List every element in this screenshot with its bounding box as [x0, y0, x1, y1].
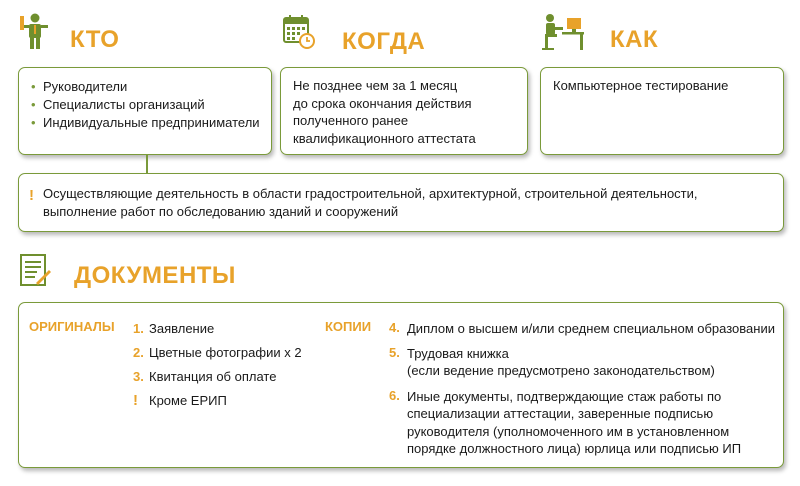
note-line: Осуществляющие деятельность в области градостроительной, архитектурной, строительной деятельности,: [43, 186, 698, 201]
documents-box: [18, 302, 784, 468]
note-line: выполнение работ по обследованию зданий и сооружений: [43, 203, 399, 219]
calendar-clock-icon: [282, 14, 316, 50]
when-heading: КОГДА: [342, 28, 426, 55]
when-box: [280, 67, 528, 155]
connector-line: [146, 155, 148, 175]
how-text: Компьютерное тестирование: [553, 78, 729, 93]
list-item: • Руководители: [29, 78, 261, 96]
originals-label: ОРИГИНАЛЫ: [29, 319, 115, 334]
how-box: [540, 67, 784, 155]
copies-list: [389, 320, 779, 458]
when-line: квалификационного аттестата: [293, 130, 476, 146]
list-item: 1. Заявление: [133, 321, 215, 336]
warning-icon: !: [133, 392, 138, 409]
list-item: • Индивидуальные предприниматели: [29, 114, 261, 132]
who-box: [18, 67, 272, 155]
note-box: [18, 173, 784, 232]
list-item: 6. Иные документы, подтверждающие стаж работы по специализации аттестации, заверенные подписью руководителя (уполномоченного им в установленном порядке должностного лица) юрлица или подписью ИП: [389, 387, 742, 456]
list-item: 3. Квитанция об оплате: [133, 369, 277, 384]
list-item: • Специалисты организаций: [29, 96, 261, 114]
computer-desk-icon: [540, 12, 586, 52]
when-line: до срока окончания действия: [293, 95, 472, 111]
list-item: 5. Трудовая книжка (если ведение предусмотрено законодательством): [389, 344, 715, 378]
how-heading: КАК: [610, 26, 659, 53]
warning-icon: !: [29, 187, 34, 204]
when-line: полученного ранее: [293, 113, 409, 128]
who-list: [29, 78, 261, 132]
list-item: 4. Диплом о высшем и/или среднем специальном образовании: [389, 320, 775, 336]
documents-heading: ДОКУМЕНТЫ: [74, 262, 236, 289]
originals-list: [133, 320, 333, 416]
when-line: Не позднее чем за 1 месяц: [293, 78, 458, 93]
list-item: ! Кроме ЕРИП: [133, 392, 227, 409]
who-heading: КТО: [70, 26, 120, 53]
copies-label: КОПИИ: [325, 319, 372, 334]
person-icon: [18, 12, 52, 50]
document-icon: [18, 253, 52, 289]
list-item: 2. Цветные фотографии х 2: [133, 345, 302, 360]
